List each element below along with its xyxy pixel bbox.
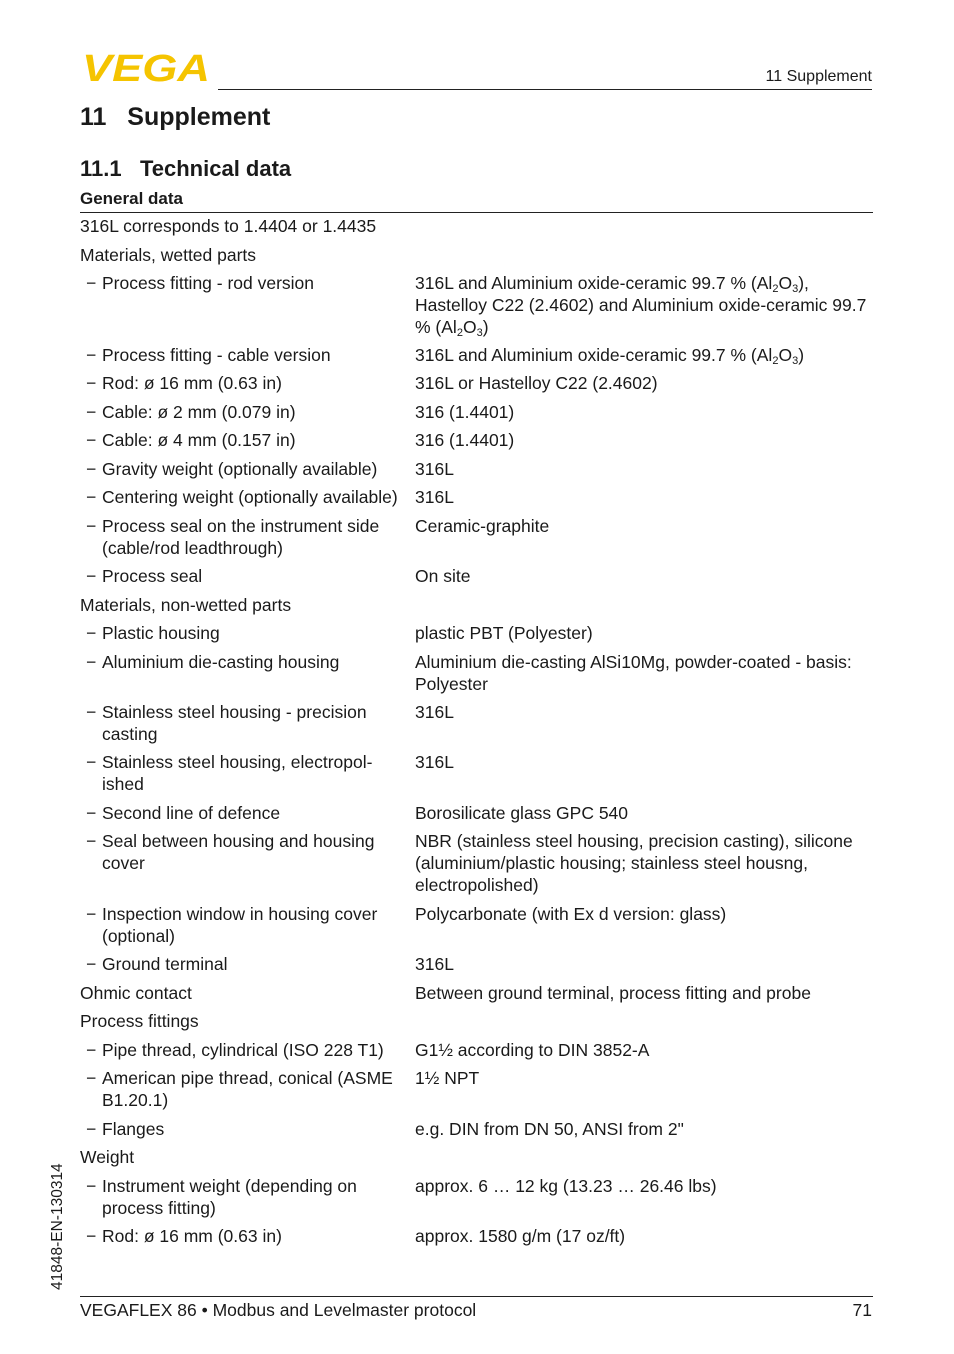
dash-icon: −: [86, 1068, 97, 1088]
row-value: Between ground terminal, process fitting and probe: [415, 983, 811, 1003]
dash-icon: −: [86, 487, 97, 507]
header-rule: [218, 89, 872, 90]
row-label: Centering weight (optionally available): [102, 487, 398, 507]
dash-icon: −: [86, 345, 97, 365]
row-value: 316L: [415, 487, 454, 507]
row-value: approx. 6 … 12 kg (13.23 … 26.46 lbs): [415, 1176, 717, 1196]
dash-icon: −: [86, 623, 97, 643]
chapter-number: 11: [80, 103, 107, 131]
row-value: Ceramic-graphite: [415, 516, 550, 536]
row-label: Inspection window in housing cover (optional): [102, 904, 378, 946]
dash-icon: −: [86, 459, 97, 479]
dash-icon: −: [86, 652, 97, 672]
row-value: On site: [415, 566, 471, 586]
dash-icon: −: [86, 752, 97, 772]
row-value: G1½ according to DIN 3852-A: [415, 1040, 650, 1060]
dash-icon: −: [86, 904, 97, 924]
row-value: NBR (stainless steel housing, precision casting), silicone (aluminium/plastic housing; stainless steel housng, electropolished): [415, 831, 853, 895]
row-value: 316L or Hastelloy C22 (2.4602): [415, 373, 658, 393]
header-section-label: 11 Supplement: [765, 68, 872, 85]
row-label: Plastic housing: [102, 623, 220, 643]
document-code: 41848-EN-130314: [49, 1163, 66, 1290]
chapter-title: Supplement: [127, 103, 271, 131]
row-label: Cable: ø 2 mm (0.079 in): [102, 402, 296, 422]
row-value: Polycarbonate (with Ex d version: glass): [415, 904, 727, 924]
row-label: Aluminium die-casting housing: [102, 652, 340, 672]
dash-icon: −: [86, 702, 97, 722]
page-number: 71: [852, 1300, 872, 1320]
footer-product: VEGAFLEX 86 • Modbus and Levelmaster protocol: [80, 1300, 477, 1320]
row-label: Process seal on the instrument side (cable/rod leadthrough): [102, 516, 380, 558]
row-label: American pipe thread, conical (ASME B1.20.1): [102, 1068, 393, 1110]
row-value: 316L: [415, 954, 454, 974]
dash-icon: −: [86, 373, 97, 393]
row-label: Process fitting - rod version: [102, 273, 315, 293]
dash-icon: −: [86, 1119, 97, 1139]
dash-icon: −: [86, 430, 97, 450]
chapter-heading: [80, 103, 270, 132]
row-label: Process fitting - cable version: [102, 345, 331, 365]
row-label: Cable: ø 4 mm (0.157 in): [102, 430, 296, 450]
row-value: Aluminium die-casting AlSi10Mg, powder-coated - basis: Polyester: [415, 652, 852, 694]
dash-icon: −: [86, 831, 97, 851]
row-value: 316L: [415, 752, 454, 772]
row-value: plastic PBT (Polyester): [415, 623, 593, 643]
row-value: 316L and Aluminium oxide-ceramic 99.7 % $(Al_2O_3)$: [415, 345, 805, 367]
row-label: 316L corresponds to 1.4404 or 1.4435: [80, 216, 377, 236]
logo-text: VEGA: [82, 52, 210, 84]
section-number: 11.1: [80, 156, 122, 181]
row-value: 1½ NPT: [415, 1068, 480, 1088]
row-value: 316L: [415, 702, 454, 722]
row-label: Process seal: [102, 566, 203, 586]
row-value: 316 (1.4401): [415, 430, 515, 450]
row-label: Stainless steel housing - precision casting: [102, 702, 367, 744]
row-label: Instrument weight (depending on process fitting): [102, 1176, 357, 1218]
row-label: Gravity weight (optionally available): [102, 459, 378, 479]
row-label: Rod: ø 16 mm (0.63 in): [102, 1226, 282, 1246]
dash-icon: −: [86, 954, 97, 974]
row-label: Flanges: [102, 1119, 165, 1139]
section-heading: [80, 156, 291, 182]
row-label: Stainless steel housing, electropol-ished: [102, 752, 373, 794]
dash-icon: −: [86, 566, 97, 586]
row-label: Weight: [80, 1147, 135, 1167]
dash-icon: −: [86, 1040, 97, 1060]
section-title: Technical data: [139, 156, 292, 181]
row-value: approx. 1580 g/m (17 oz/ft): [415, 1226, 626, 1246]
vega-logo: [82, 52, 212, 84]
row-value: Borosilicate glass GPC 540: [415, 803, 629, 823]
row-label: Materials, non-wetted parts: [80, 595, 292, 615]
dash-icon: −: [86, 1226, 97, 1246]
dash-icon: −: [86, 402, 97, 422]
row-label: Seal between housing and housing cover: [102, 831, 375, 873]
row-label: Ohmic contact: [80, 983, 192, 1003]
row-value: 316L: [415, 459, 454, 479]
row-label: Rod: ø 16 mm (0.63 in): [102, 373, 282, 393]
table-rule: [80, 212, 873, 213]
row-value: e.g. DIN from DN 50, ANSI from 2": [415, 1119, 684, 1139]
dash-icon: −: [86, 803, 97, 823]
row-value: 316L and Aluminium oxide-ceramic 99.7 % $(Al_2O_3)$, Hastelloy C22 (2.4602) and Aluminium oxide-ceramic 99.7 % $(Al_2O_3)$: [415, 273, 867, 339]
row-value: 316 (1.4401): [415, 402, 515, 422]
dash-icon: −: [86, 516, 97, 536]
row-label: Process fittings: [80, 1011, 199, 1031]
footer-rule: [80, 1296, 873, 1297]
dash-icon: −: [86, 1176, 97, 1196]
row-label: Second line of defence: [102, 803, 281, 823]
table-title: General data: [80, 189, 183, 208]
row-label: Pipe thread, cylindrical (ISO 228 T1): [102, 1040, 384, 1060]
dash-icon: −: [86, 273, 97, 293]
row-label: Materials, wetted parts: [80, 245, 257, 265]
row-label: Ground terminal: [102, 954, 228, 974]
